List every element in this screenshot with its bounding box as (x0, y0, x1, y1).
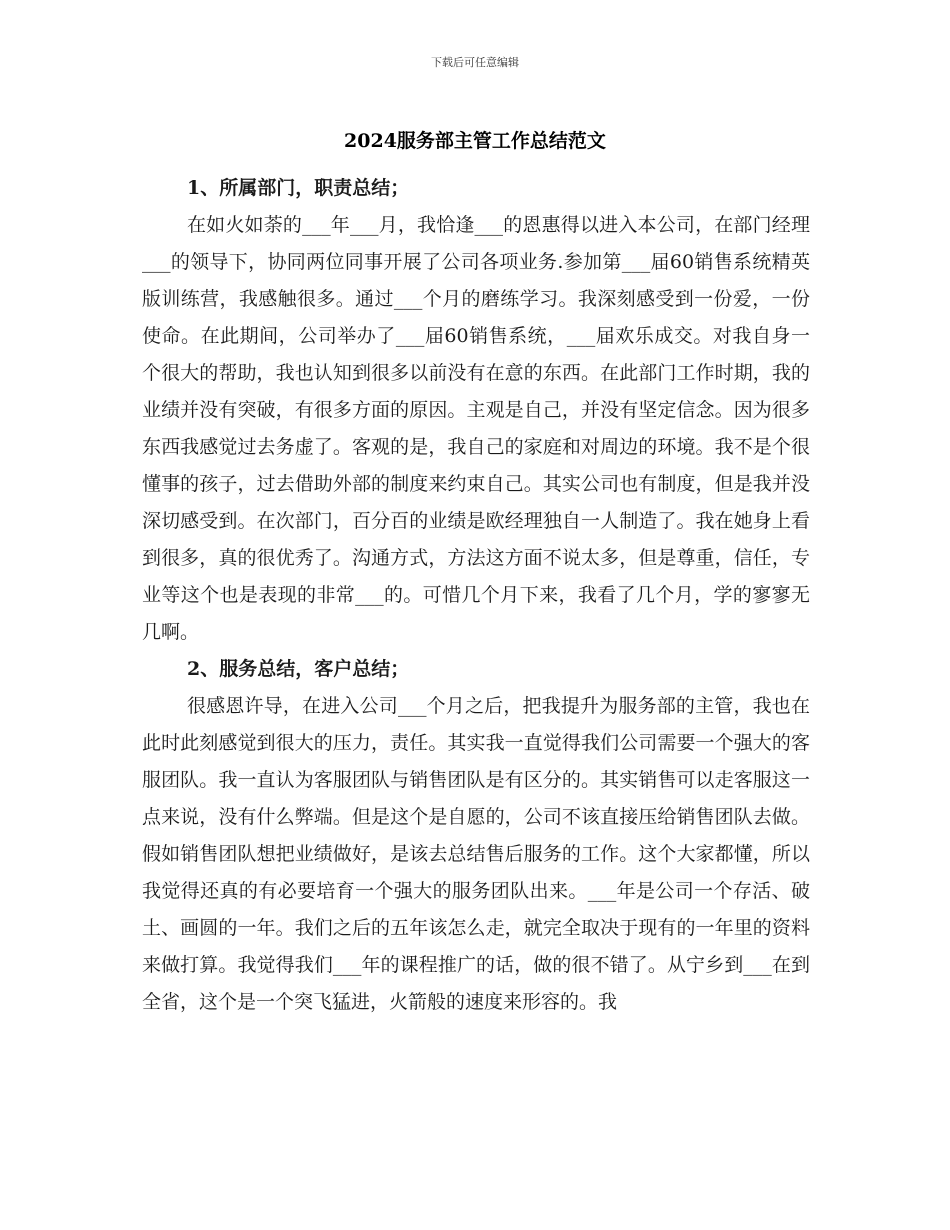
section-paragraph-1: 在如火如荼的___年___月，我恰逢___的恩惠得以进入本公司，在部门经理___的领导下，协同两位同事开展了公司各项业务.参加第___届60销售系统精英版训练营，我感触很多。通过___个月的磨练学习。我深刻感受到一份爱，一份使命。在此期间，公司举办了___届60销售系统，___届欢乐成交。对我自身一个很大的帮助，我也认知到很多以前没有在意的东西。在此部门工作时期，我的业绩并没有突破，有很多方面的原因。主观是自己，并没有坚定信念。因为很多东西我感觉过去务虚了。客观的是，我自己的家庭和对周边的环境。我不是个很懂事的孩子，过去借助外部的制度来约束自己。其实公司也有制度，但是我并没深切感受到。在次部门，百分百的业绩是欧经理独自一人制造了。我在她身上看到很多，真的很优秀了。沟通方式，方法这方面不说太多，但是尊重，信任，专业等这个也是表现的非常___的。可惜几个月下来，我看了几个月，学的寥寥无几啊。 (142, 214, 810, 643)
section-heading-2: 2、服务总结，客户总结； (187, 658, 410, 680)
section-paragraph-2: 很感恩许导，在进入公司___个月之后，把我提升为服务部的主管，我也在此时此刻感觉到很大的压力，责任。其实我一直觉得我们公司需要一个强大的客服团队。我一直认为客服团队与销售团队是有区分的。其实销售可以走客服这一点来说，没有什么弊端。但是这个是自愿的，公司不该直接压给销售团队去做。假如销售团队想把业绩做好，是该去总结售后服务的工作。这个大家都懂，所以我觉得还真的有必要培育一个强大的服务团队出来。___年是公司一个存活、破土、画圆的一年。我们之后的五年该怎么走，就完全取决于现有的一年里的资料来做打算。我觉得我们___年的课程推广的话，做的很不错了。从宁乡到___在到全省，这个是一个突飞猛进，火箭般的速度来形容的。我 (142, 695, 810, 1013)
document-title: 2024服务部主管工作总结范文 (344, 130, 606, 152)
header-note: 下载后可任意编辑 (431, 56, 519, 69)
document-body (142, 170, 810, 1021)
section-heading-1: 1、所属部门，职责总结； (187, 177, 410, 199)
